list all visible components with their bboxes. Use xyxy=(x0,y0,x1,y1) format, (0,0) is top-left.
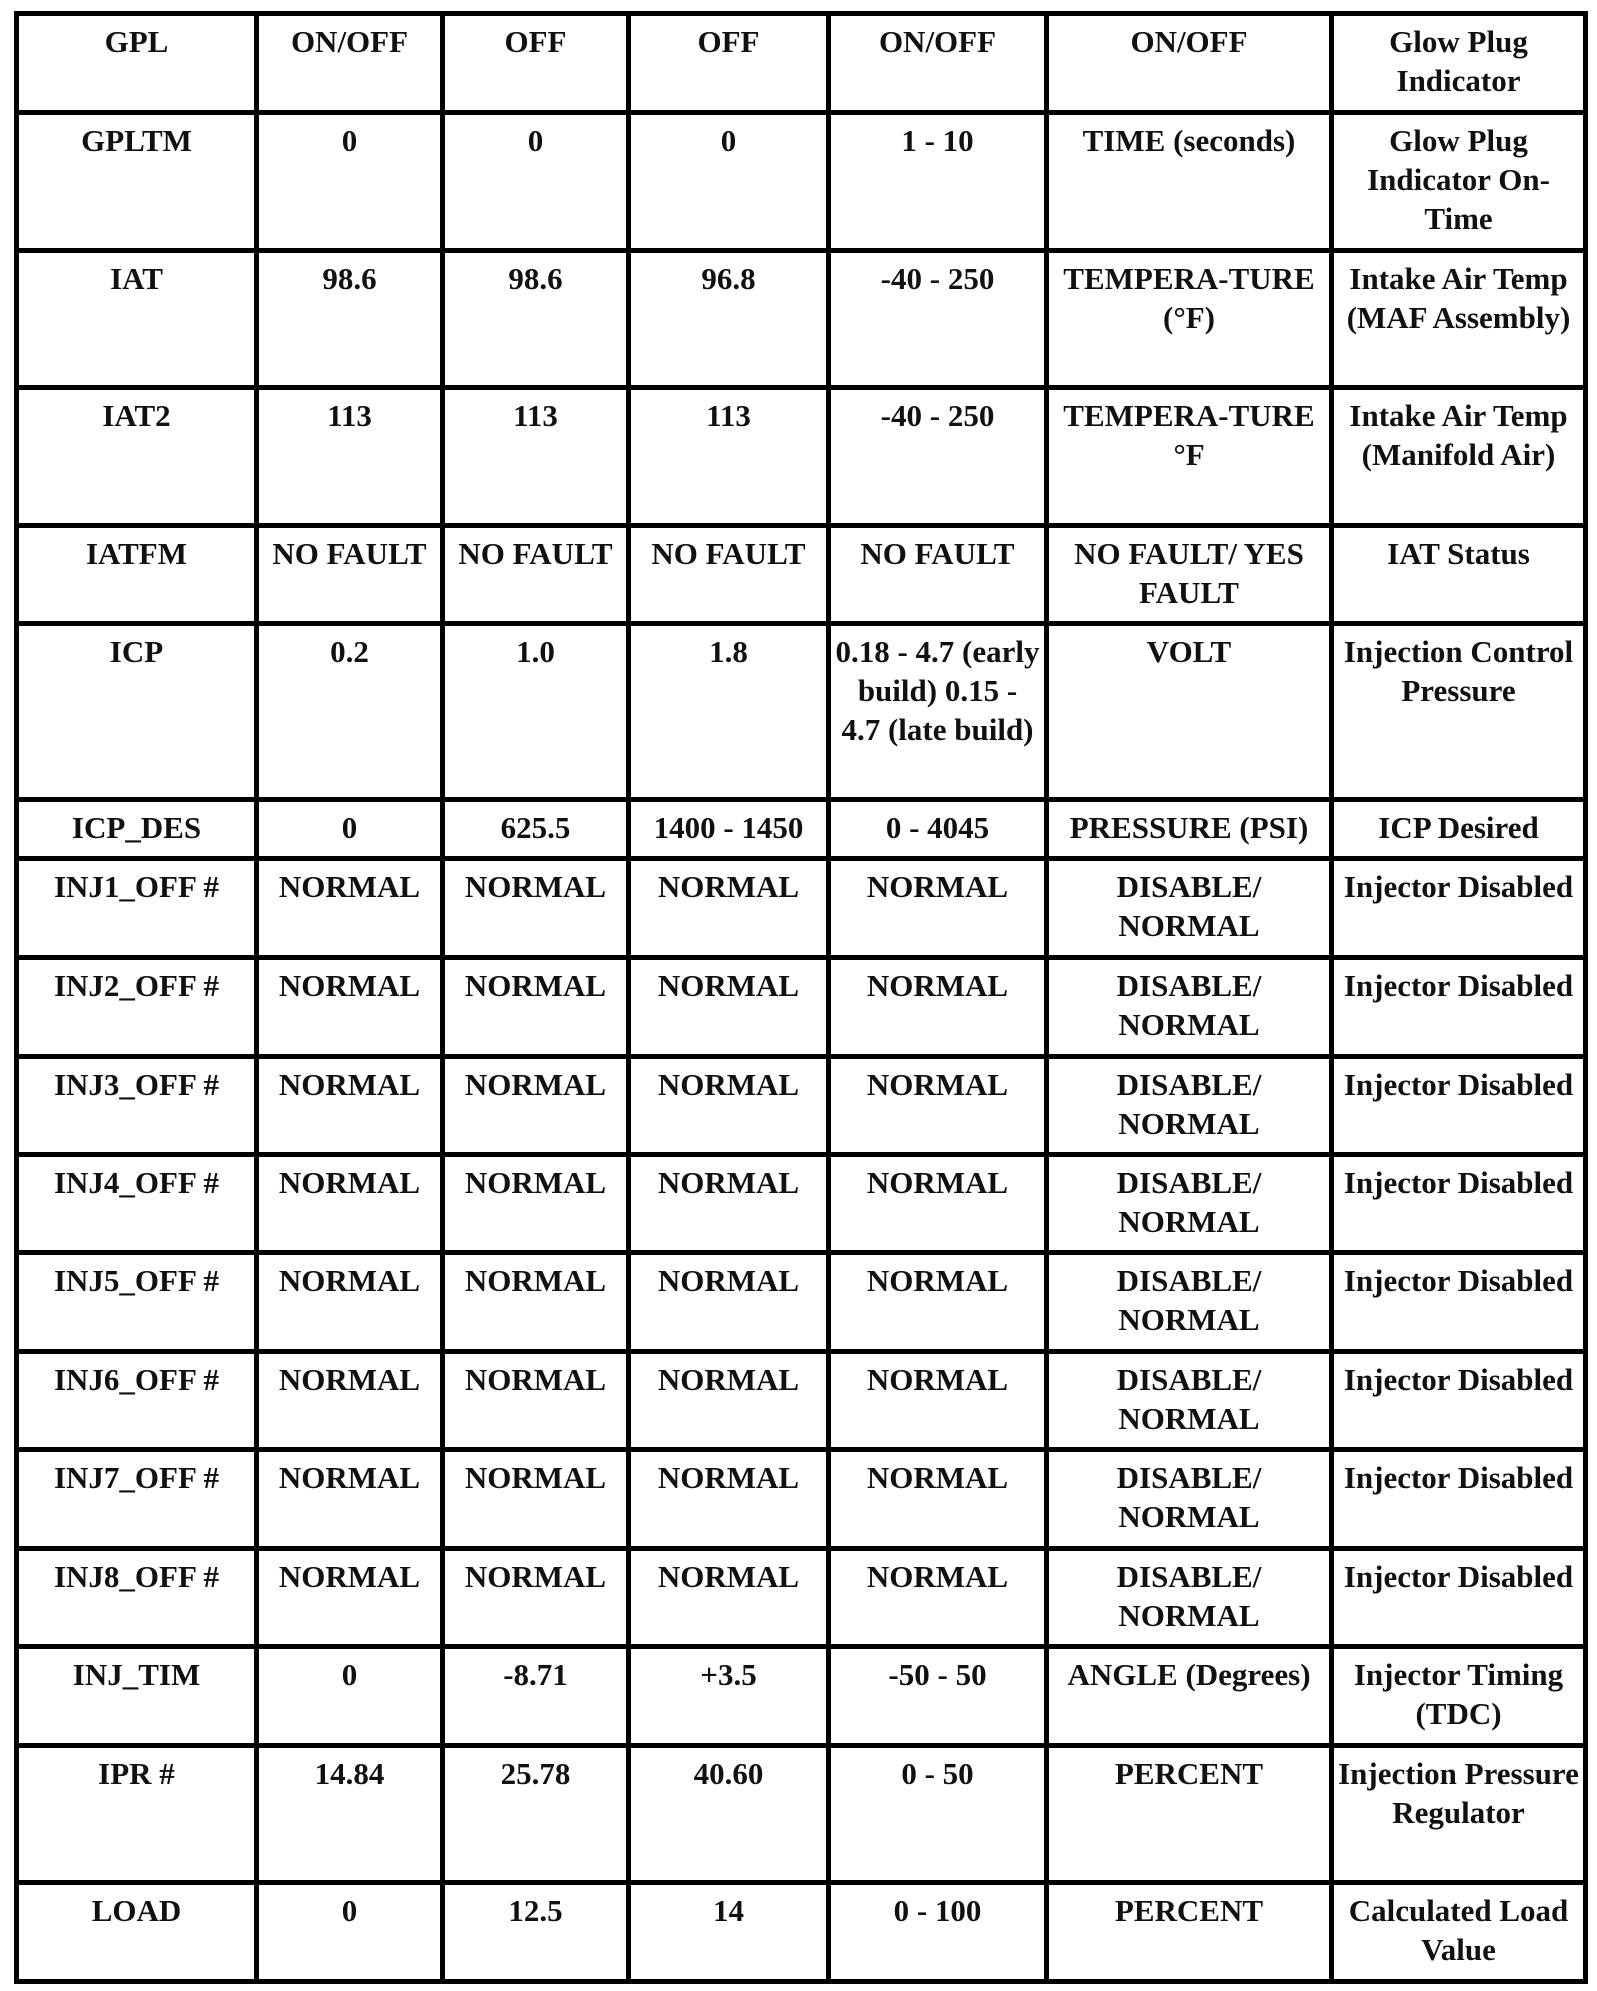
table-row xyxy=(17,113,1586,251)
value-2-cell: NORMAL xyxy=(443,1155,629,1253)
range-cell: NORMAL xyxy=(829,1155,1047,1253)
value-1-cell: 0 xyxy=(257,800,443,859)
table-row xyxy=(17,958,1586,1057)
range-cell: 0 - 4045 xyxy=(829,800,1047,859)
value-2-cell: NORMAL xyxy=(443,1352,629,1450)
value-3-cell: 14 xyxy=(629,1883,829,1982)
table-row xyxy=(17,1057,1586,1155)
value-1-cell: NORMAL xyxy=(257,958,443,1057)
pid-cell: IAT2 xyxy=(17,388,257,526)
range-cell: 1 - 10 xyxy=(829,113,1047,251)
value-2-cell: 98.6 xyxy=(443,251,629,388)
value-1-cell: 0.2 xyxy=(257,624,443,800)
table-row xyxy=(17,1450,1586,1549)
value-3-cell: NORMAL xyxy=(629,1253,829,1352)
description-cell: Injector Disabled xyxy=(1332,859,1586,958)
units-cell: DISABLE/ NORMAL xyxy=(1047,1450,1332,1549)
description-cell: IAT Status xyxy=(1332,526,1586,624)
value-3-cell: 40.60 xyxy=(629,1746,829,1883)
units-cell: DISABLE/ NORMAL xyxy=(1047,1253,1332,1352)
range-cell: 0 - 50 xyxy=(829,1746,1047,1883)
range-cell: NO FAULT xyxy=(829,526,1047,624)
value-3-cell: 113 xyxy=(629,388,829,526)
value-3-cell: NORMAL xyxy=(629,1057,829,1155)
range-cell: NORMAL xyxy=(829,1450,1047,1549)
value-2-cell: 25.78 xyxy=(443,1746,629,1883)
value-2-cell: -8.71 xyxy=(443,1647,629,1746)
range-cell: ON/OFF xyxy=(829,14,1047,113)
table-row xyxy=(17,14,1586,113)
units-cell: PERCENT xyxy=(1047,1746,1332,1883)
range-cell: NORMAL xyxy=(829,1057,1047,1155)
pid-cell: INJ7_OFF # xyxy=(17,1450,257,1549)
pid-cell: LOAD xyxy=(17,1883,257,1982)
description-cell: Injector Disabled xyxy=(1332,958,1586,1057)
value-1-cell: NORMAL xyxy=(257,1155,443,1253)
table-body xyxy=(17,14,1586,1982)
value-1-cell: 0 xyxy=(257,1883,443,1982)
units-cell: DISABLE/ NORMAL xyxy=(1047,1352,1332,1450)
pid-cell: INJ2_OFF # xyxy=(17,958,257,1057)
range-cell: NORMAL xyxy=(829,958,1047,1057)
pid-cell: GPL xyxy=(17,14,257,113)
table-row xyxy=(17,1746,1586,1883)
value-2-cell: NORMAL xyxy=(443,958,629,1057)
pid-cell: INJ3_OFF # xyxy=(17,1057,257,1155)
value-3-cell: 0 xyxy=(629,113,829,251)
pid-cell: IATFM xyxy=(17,526,257,624)
pid-cell: ICP xyxy=(17,624,257,800)
value-2-cell: OFF xyxy=(443,14,629,113)
pid-cell: GPLTM xyxy=(17,113,257,251)
units-cell: TIME (seconds) xyxy=(1047,113,1332,251)
description-cell: ICP Desired xyxy=(1332,800,1586,859)
value-1-cell: NORMAL xyxy=(257,1253,443,1352)
value-2-cell: 1.0 xyxy=(443,624,629,800)
value-3-cell: 1400 - 1450 xyxy=(629,800,829,859)
description-cell: Injector Disabled xyxy=(1332,1253,1586,1352)
table-row xyxy=(17,1549,1586,1647)
value-2-cell: NORMAL xyxy=(443,1057,629,1155)
value-2-cell: NORMAL xyxy=(443,1253,629,1352)
description-cell: Injector Timing (TDC) xyxy=(1332,1647,1586,1746)
pid-cell: INJ_TIM xyxy=(17,1647,257,1746)
range-cell: -40 - 250 xyxy=(829,251,1047,388)
units-cell: TEMPERA-TURE °F xyxy=(1047,388,1332,526)
value-3-cell: OFF xyxy=(629,14,829,113)
value-2-cell: 113 xyxy=(443,388,629,526)
value-2-cell: NORMAL xyxy=(443,1450,629,1549)
description-cell: Injector Disabled xyxy=(1332,1155,1586,1253)
range-cell: 0.18 - 4.7 (early build) 0.15 - 4.7 (late build) xyxy=(829,624,1047,800)
pid-cell: IAT xyxy=(17,251,257,388)
description-cell: Glow Plug Indicator On-Time xyxy=(1332,113,1586,251)
value-1-cell: NORMAL xyxy=(257,1057,443,1155)
range-cell: -50 - 50 xyxy=(829,1647,1047,1746)
description-cell: Intake Air Temp (Manifold Air) xyxy=(1332,388,1586,526)
table-row xyxy=(17,1647,1586,1746)
description-cell: Injection Pressure Regulator xyxy=(1332,1746,1586,1883)
range-cell: NORMAL xyxy=(829,1549,1047,1647)
table-row xyxy=(17,624,1586,800)
value-3-cell: 1.8 xyxy=(629,624,829,800)
value-3-cell: NORMAL xyxy=(629,859,829,958)
table-row xyxy=(17,859,1586,958)
value-3-cell: NORMAL xyxy=(629,1450,829,1549)
range-cell: -40 - 250 xyxy=(829,388,1047,526)
value-1-cell: NORMAL xyxy=(257,859,443,958)
value-3-cell: +3.5 xyxy=(629,1647,829,1746)
value-3-cell: 96.8 xyxy=(629,251,829,388)
units-cell: DISABLE/ NORMAL xyxy=(1047,859,1332,958)
value-3-cell: NORMAL xyxy=(629,1352,829,1450)
value-1-cell: 0 xyxy=(257,1647,443,1746)
range-cell: NORMAL xyxy=(829,1253,1047,1352)
table-row xyxy=(17,388,1586,526)
value-2-cell: NORMAL xyxy=(443,1549,629,1647)
value-1-cell: NO FAULT xyxy=(257,526,443,624)
range-cell: 0 - 100 xyxy=(829,1883,1047,1982)
description-cell: Glow Plug Indicator xyxy=(1332,14,1586,113)
value-2-cell: NO FAULT xyxy=(443,526,629,624)
pid-cell: ICP_DES xyxy=(17,800,257,859)
value-3-cell: NO FAULT xyxy=(629,526,829,624)
pid-reference-table xyxy=(14,11,1588,1984)
value-3-cell: NORMAL xyxy=(629,958,829,1057)
pid-cell: INJ8_OFF # xyxy=(17,1549,257,1647)
value-1-cell: NORMAL xyxy=(257,1450,443,1549)
table-row xyxy=(17,251,1586,388)
units-cell: PRESSURE (PSI) xyxy=(1047,800,1332,859)
value-3-cell: NORMAL xyxy=(629,1549,829,1647)
units-cell: DISABLE/ NORMAL xyxy=(1047,958,1332,1057)
description-cell: Injection Control Pressure xyxy=(1332,624,1586,800)
value-1-cell: 14.84 xyxy=(257,1746,443,1883)
description-cell: Injector Disabled xyxy=(1332,1450,1586,1549)
table-row xyxy=(17,1883,1586,1982)
value-2-cell: 12.5 xyxy=(443,1883,629,1982)
value-2-cell: NORMAL xyxy=(443,859,629,958)
units-cell: DISABLE/ NORMAL xyxy=(1047,1057,1332,1155)
description-cell: Injector Disabled xyxy=(1332,1057,1586,1155)
value-1-cell: 0 xyxy=(257,113,443,251)
value-2-cell: 625.5 xyxy=(443,800,629,859)
value-2-cell: 0 xyxy=(443,113,629,251)
data-table-container xyxy=(14,11,1583,1984)
table-row xyxy=(17,800,1586,859)
units-cell: VOLT xyxy=(1047,624,1332,800)
range-cell: NORMAL xyxy=(829,859,1047,958)
description-cell: Intake Air Temp (MAF Assembly) xyxy=(1332,251,1586,388)
table-row xyxy=(17,1253,1586,1352)
description-cell: Injector Disabled xyxy=(1332,1352,1586,1450)
value-1-cell: ON/OFF xyxy=(257,14,443,113)
table-row xyxy=(17,1352,1586,1450)
value-1-cell: 98.6 xyxy=(257,251,443,388)
units-cell: TEMPERA-TURE (°F) xyxy=(1047,251,1332,388)
description-cell: Calculated Load Value xyxy=(1332,1883,1586,1982)
units-cell: NO FAULT/ YES FAULT xyxy=(1047,526,1332,624)
units-cell: PERCENT xyxy=(1047,1883,1332,1982)
pid-cell: INJ5_OFF # xyxy=(17,1253,257,1352)
value-3-cell: NORMAL xyxy=(629,1155,829,1253)
value-1-cell: 113 xyxy=(257,388,443,526)
table-row xyxy=(17,526,1586,624)
table-row xyxy=(17,1155,1586,1253)
pid-cell: INJ6_OFF # xyxy=(17,1352,257,1450)
value-1-cell: NORMAL xyxy=(257,1352,443,1450)
units-cell: ON/OFF xyxy=(1047,14,1332,113)
units-cell: DISABLE/ NORMAL xyxy=(1047,1549,1332,1647)
units-cell: ANGLE (Degrees) xyxy=(1047,1647,1332,1746)
pid-cell: INJ4_OFF # xyxy=(17,1155,257,1253)
units-cell: DISABLE/ NORMAL xyxy=(1047,1155,1332,1253)
pid-cell: IPR # xyxy=(17,1746,257,1883)
range-cell: NORMAL xyxy=(829,1352,1047,1450)
value-1-cell: NORMAL xyxy=(257,1549,443,1647)
description-cell: Injector Disabled xyxy=(1332,1549,1586,1647)
pid-cell: INJ1_OFF # xyxy=(17,859,257,958)
